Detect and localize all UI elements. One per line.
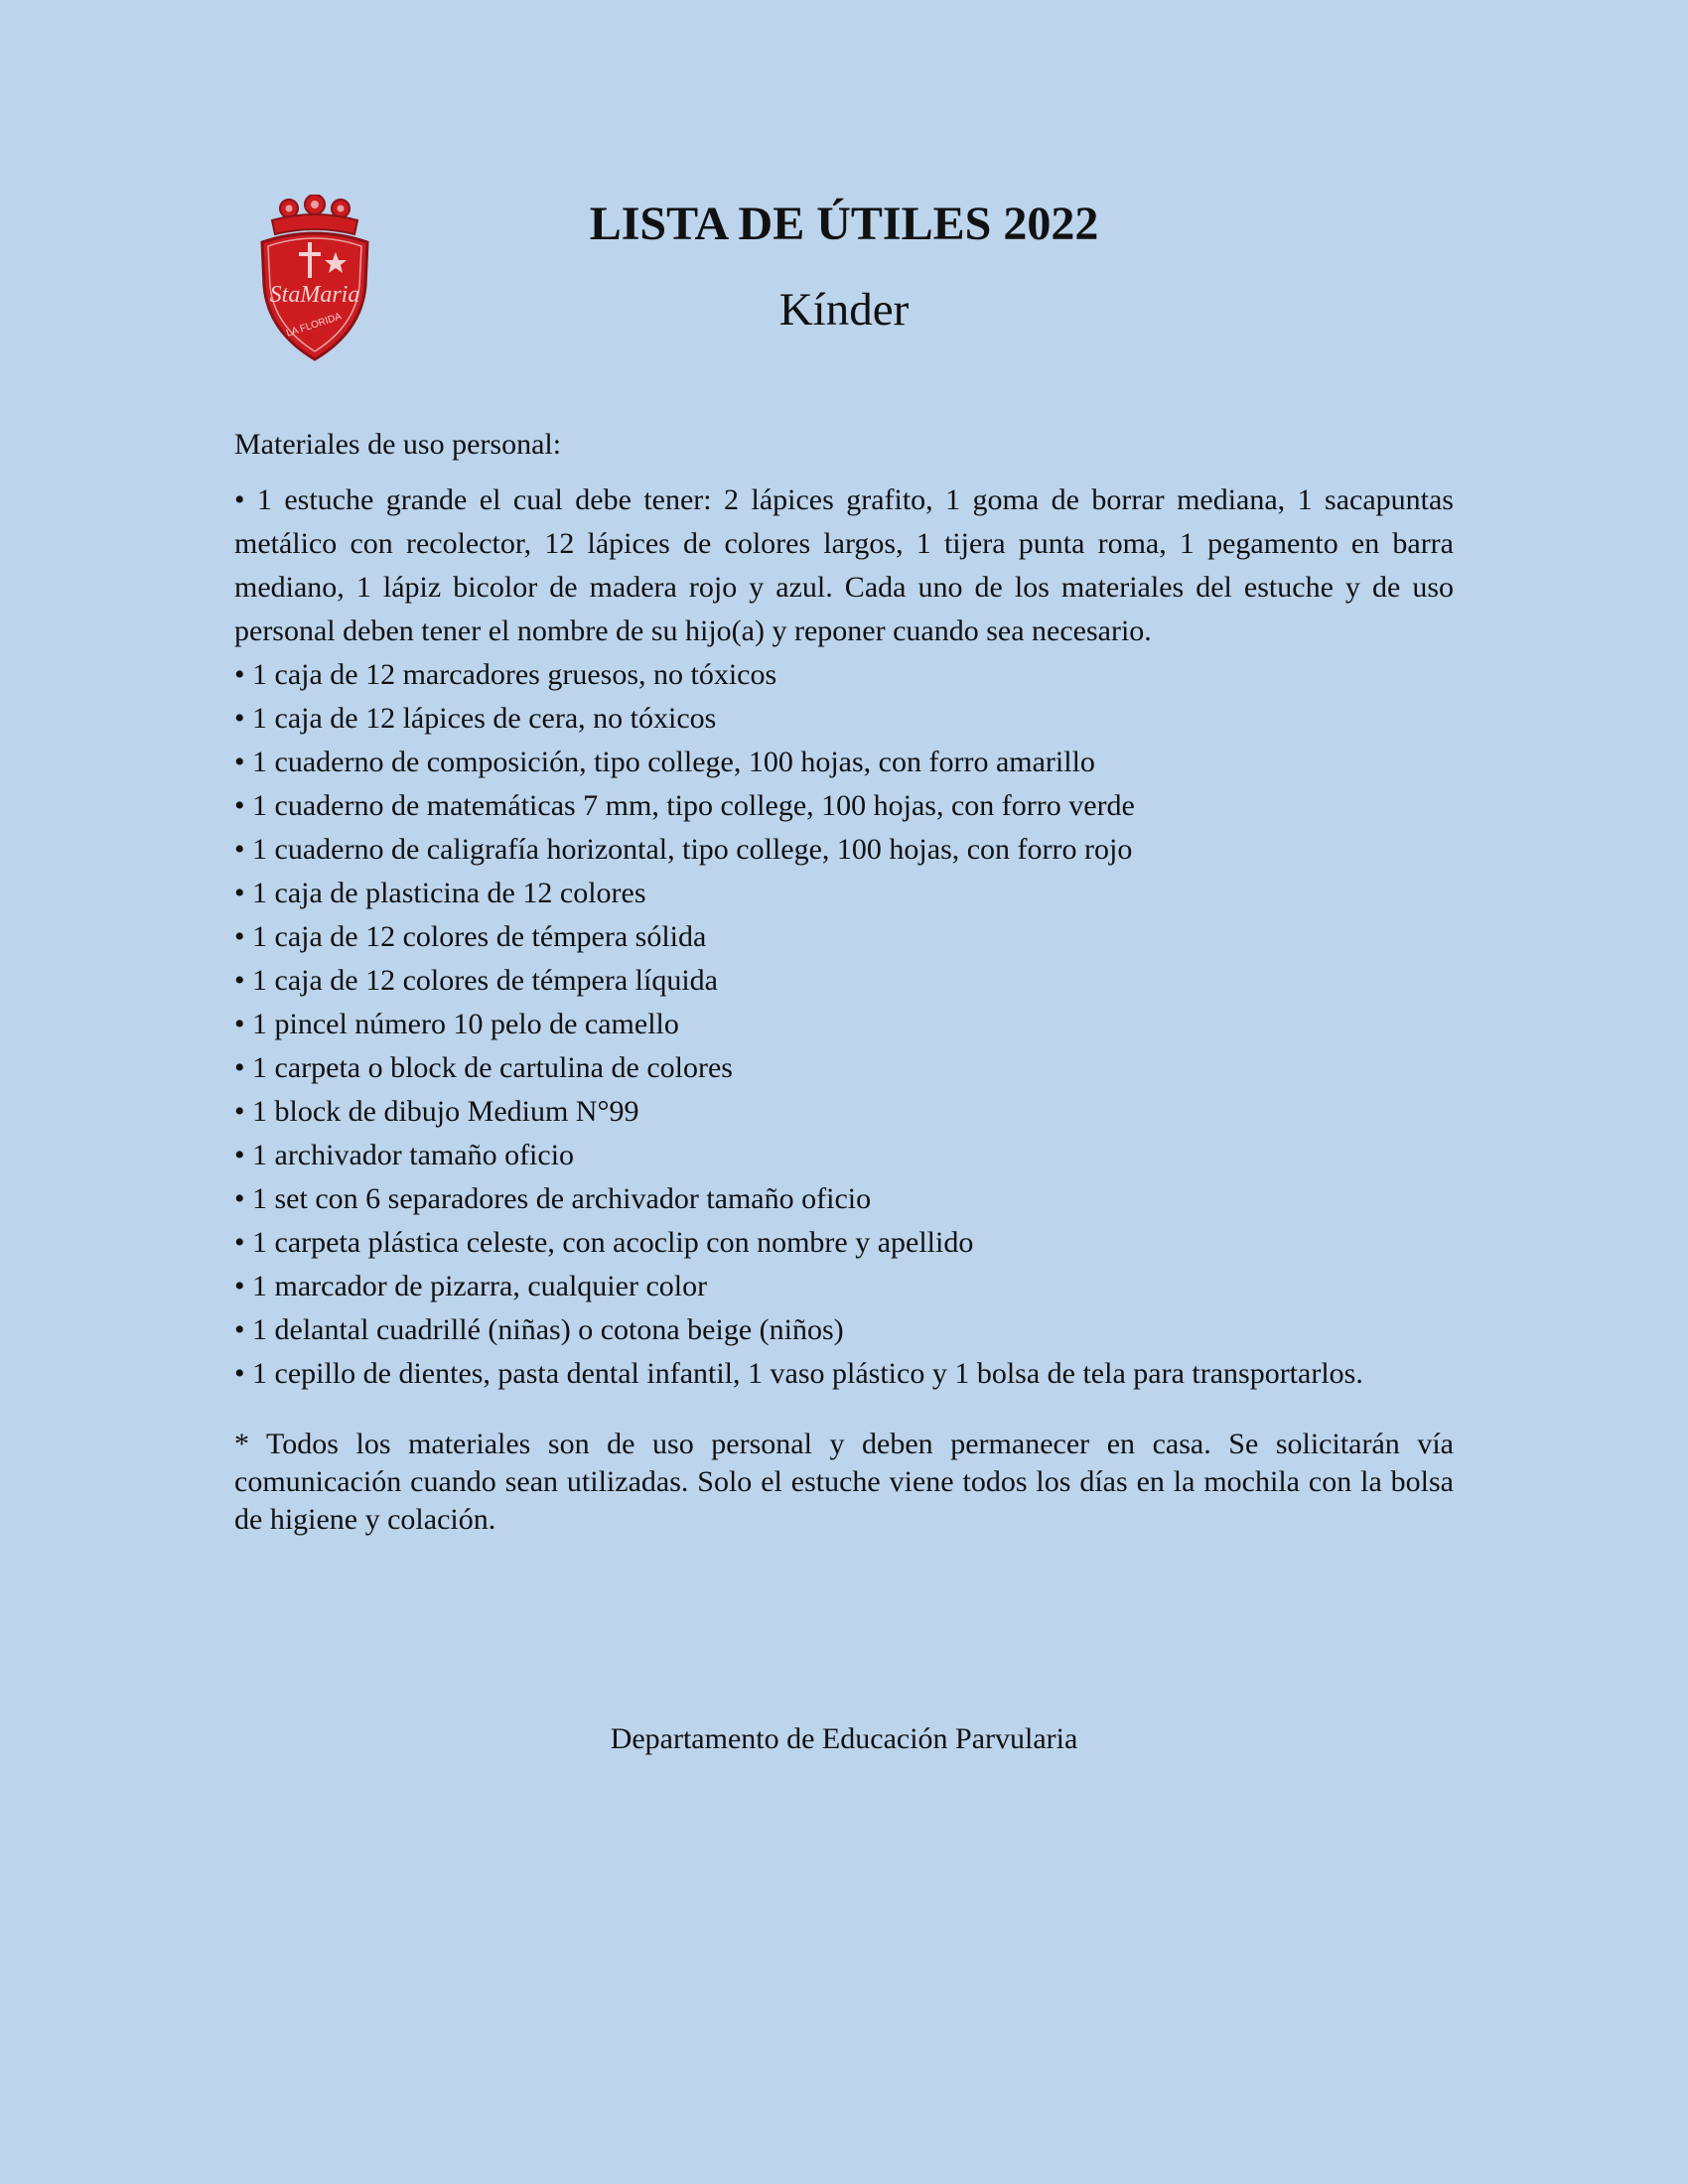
list-item: • 1 cepillo de dientes, pasta dental infantil, 1 vaso plástico y 1 bolsa de tela para transportarlos. xyxy=(234,1357,1363,1390)
list-item: • 1 set con 6 separadores de archivador tamaño oficio xyxy=(234,1182,872,1215)
department-footer: Departamento de Educación Parvularia xyxy=(610,1722,1078,1755)
list-item: • 1 cuaderno de composición, tipo college, 100 hojas, con forro amarillo xyxy=(234,746,1095,778)
page-title: LISTA DE ÚTILES 2022 xyxy=(589,198,1099,250)
crest-sub-text: LA FLORIDA xyxy=(285,311,344,340)
list-item: • 1 block de dibujo Medium N°99 xyxy=(234,1095,639,1128)
list-item: • 1 carpeta o block de cartulina de colores xyxy=(234,1051,733,1084)
materials-section xyxy=(234,423,1454,1539)
section-label: Materiales de uso personal: xyxy=(234,428,562,461)
list-item: • 1 caja de plasticina de 12 colores xyxy=(234,877,646,909)
list-item: • 1 delantal cuadrillé (niñas) o cotona beige (niños) xyxy=(234,1313,844,1346)
list-item: • 1 caja de 12 colores de témpera sólida xyxy=(234,920,707,953)
list-item: • 1 caja de 12 marcadores gruesos, no tóxicos xyxy=(234,658,777,691)
materials-list xyxy=(234,653,1454,1396)
list-item: • 1 cuaderno de matemáticas 7 mm, tipo college, 100 hojas, con forro verde xyxy=(234,789,1135,822)
list-item: • 1 carpeta plástica celeste, con acoclip con nombre y apellido xyxy=(234,1226,974,1259)
list-item: • 1 marcador de pizarra, cualquier color xyxy=(234,1270,708,1302)
list-item: • 1 archivador tamaño oficio xyxy=(234,1139,575,1171)
list-item: • 1 pincel número 10 pelo de camello xyxy=(234,1008,679,1040)
list-item: • 1 caja de 12 lápices de cera, no tóxicos xyxy=(234,702,717,735)
crest-main-text: StaMaria xyxy=(269,282,360,308)
list-item: • 1 caja de 12 colores de témpera líquida xyxy=(234,964,718,997)
intro-paragraph: • 1 estuche grande el cual debe tener: 2 lápices grafito, 1 goma de borrar mediana, 1 sacapuntas metálico con recolector, 12 lápices de colores largos, 1 tijera punta roma, 1 pegamento en barra mediano, 1 lápiz bicolor de madera rojo y azul. Cada uno de los materiales del estuche y de uso personal deben tener el nombre de su hijo(a) y reponer cuando sea necesario. xyxy=(234,483,1454,647)
list-item: • 1 cuaderno de caligrafía horizontal, tipo college, 100 hojas, con forro rojo xyxy=(234,833,1133,866)
page-subtitle: Kínder xyxy=(778,284,910,336)
note-paragraph: * Todos los materiales son de uso personal y deben permanecer en casa. Se solicitarán vía comunicación cuando sean utilizadas. Solo el estuche viene todos los días en la mochila con la bolsa de higiene y colación. xyxy=(234,1428,1454,1536)
